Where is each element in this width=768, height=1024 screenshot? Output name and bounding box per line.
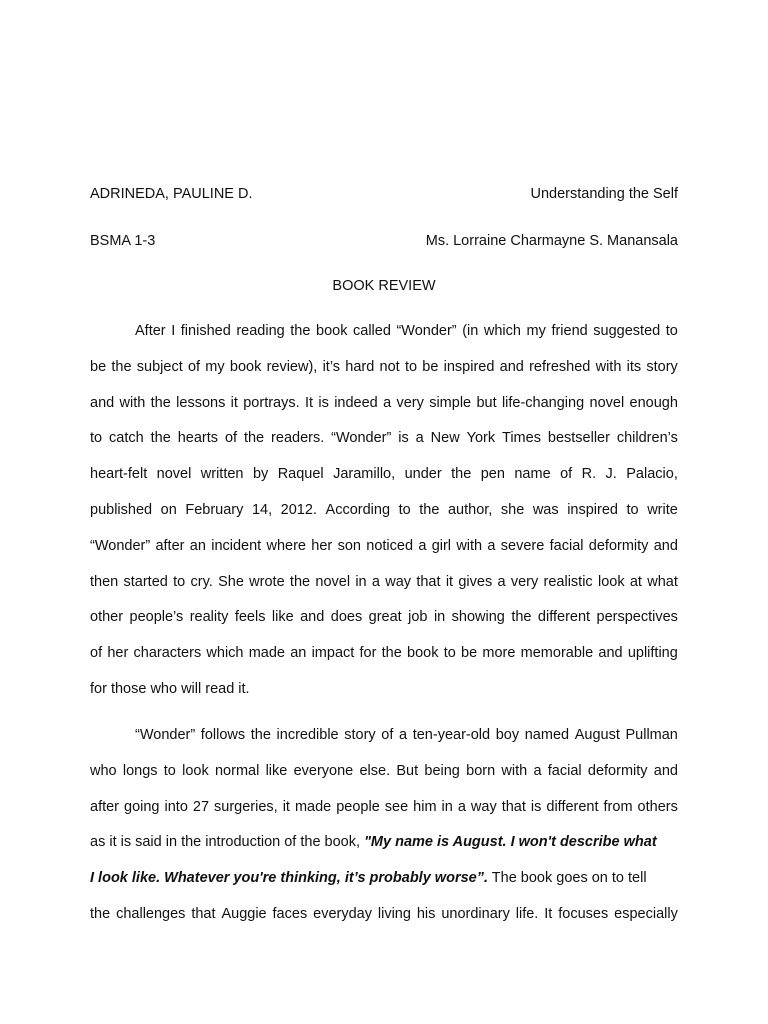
student-name: ADRINEDA, PAULINE D.: [90, 186, 253, 202]
header-row-1: [90, 185, 678, 203]
course-title: Understanding the Self: [530, 186, 678, 202]
paragraph-1: [90, 322, 678, 716]
paragraph-line: and with the lessons it portrays. It is indeed a very simple but life-changing novel enough: [90, 394, 678, 411]
paragraph-line: who longs to look normal like everyone else. But being born with a facial deformity and: [90, 762, 678, 779]
book-quote-part-1: "My name is August. I won't describe what: [364, 834, 657, 851]
paragraph-line: “Wonder” follows the incredible story of a ten-year-old boy named August Pullman: [135, 727, 678, 743]
paragraph-line: heart-felt novel written by Raquel Jaramillo, under the pen name of R. J. Palacio,: [90, 466, 678, 483]
paragraph-line: be the subject of my book review), it’s hard not to be inspired and refreshed with its story: [90, 358, 678, 375]
paragraph-line: then started to cry. She wrote the novel in a way that it gives a very realistic look at what: [90, 573, 678, 590]
paragraph-line: published on February 14, 2012. According to the author, she was inspired to write: [90, 501, 678, 518]
paragraph-line: to catch the hearts of the readers. “Wonder” is a New York Times bestseller children’s: [90, 430, 678, 447]
paragraph-line: of her characters which made an impact for the book to be more memorable and uplifting: [90, 645, 678, 662]
header-row-2: [90, 232, 678, 250]
paragraph-line: the challenges that Auggie faces everyday living his unordinary life. It focuses especially: [90, 905, 678, 922]
instructor-name: Ms. Lorraine Charmayne S. Manansala: [425, 233, 678, 249]
continuation-text: The book goes on to tell: [488, 870, 647, 887]
book-quote-part-2: I look like. Whatever you're thinking, it’s probably worse”.: [90, 870, 488, 887]
paragraph-line: “Wonder” after an incident where her son noticed a girl with a severe facial deformity and: [90, 537, 678, 554]
paragraph-line: for those who will read it.: [90, 680, 250, 697]
paragraph-line-with-quote: [90, 869, 678, 905]
paragraph-2: [90, 726, 678, 941]
paragraph-line: after going into 27 surgeries, it made people see him in a way that is different from others: [90, 798, 678, 815]
paragraph-line-with-quote: [90, 833, 678, 869]
paragraph-line: After I finished reading the book called “Wonder” (in which my friend suggested to: [135, 323, 678, 339]
intro-text: as it is said in the introduction of the book,: [90, 834, 365, 851]
student-section: BSMA 1-3: [90, 233, 156, 249]
document-title: BOOK REVIEW: [332, 278, 436, 294]
paragraph-line: other people’s reality feels like and does great job in showing the different perspectives: [90, 609, 678, 626]
